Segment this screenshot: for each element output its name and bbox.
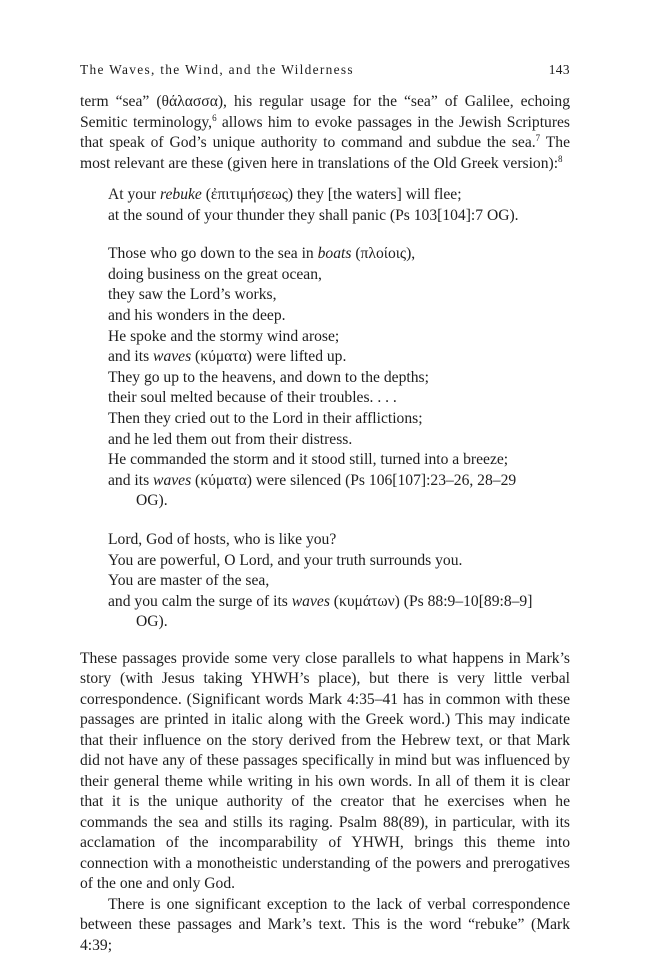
- quote-line: He commanded the storm and it stood still, turned into a breeze;: [108, 451, 509, 469]
- quote-text: (κύματα) were lifted up.: [191, 348, 347, 366]
- quote-line: they saw the Lord’s works,: [108, 286, 277, 304]
- page-number: 143: [548, 62, 570, 77]
- footnote-ref-8[interactable]: 8: [558, 153, 563, 164]
- block-quote-psalm-89: [108, 530, 570, 633]
- quote-line: at the sound of your thunder they shall panic (Ps 103[104]:7 OG).: [108, 206, 519, 224]
- block-quote-psalm-107: [108, 244, 570, 512]
- quote-line: and he led them out from their distress.: [108, 430, 353, 448]
- paragraph-rebuke: There is one significant exception to the lack of verbal correspondence between these passages and Mark’s text. This is the word “rebuke” (Mark 4:39;: [80, 895, 570, 954]
- quote-text: (κύματα) were silenced (Ps 106[107]:23–26, 28–29: [191, 471, 517, 489]
- quote-line: Lord, God of hosts, who is like you?: [108, 530, 337, 548]
- paragraph-intro: [80, 92, 570, 174]
- quote-text: (πλοίοις),: [351, 245, 416, 263]
- running-title: The Waves, the Wind, and the Wilderness: [80, 62, 354, 77]
- quote-line: [108, 185, 570, 206]
- footnote-ref-6[interactable]: 6: [212, 112, 217, 123]
- block-quote-psalm-104: [108, 185, 570, 226]
- quote-text: Those who go down to the sea in: [108, 245, 318, 263]
- quote-line: [108, 592, 570, 613]
- paragraph-analysis: These passages provide some very close parallels to what happens in Mark’s story (with Jesus taking YHWH’s place), but there is very little verbal correspondence. (Significant words Mark 4:35–41 has in common with these passages are printed in italic along with the Greek word.) This may indicate that their influence on the story derived from the Hebrew text, or that Mark did not have any of these passages specifically in mind but was influenced by their general theme while writing in his own words. In all of them it is clear that it is the unique authority of the creator that he exercises when he commands the sea and stills its raging. Psalm 88(89), in particular, with its acclamation of the incomparability of YHWH, brings this theme into connection with a monotheistic understanding of the powers and prerogatives of the one and only God.: [80, 649, 570, 893]
- italic-keyword: boats: [317, 245, 352, 263]
- italic-keyword: waves: [291, 592, 330, 610]
- paragraph-text: The most relevant are these (given here in translations of the Old Greek version):: [80, 134, 570, 172]
- quote-line: They go up to the heavens, and down to the depths;: [108, 368, 429, 386]
- quote-text: (ἐπιτιμήσεως) they [the waters] will flee;: [201, 186, 462, 203]
- quote-line: and his wonders in the deep.: [108, 306, 286, 324]
- quote-text: and its: [108, 348, 154, 366]
- quote-line: You are master of the sea,: [108, 572, 270, 590]
- footnote-ref-7[interactable]: 7: [535, 133, 541, 143]
- quote-line-continuation: OG).: [136, 492, 168, 510]
- quote-text: and its: [108, 471, 154, 489]
- quote-line: [108, 347, 570, 368]
- quote-line: their soul melted because of their troubles. . . .: [108, 389, 397, 407]
- paragraph-text: term “sea” (θάλασσα), his regular usage for the “sea” of Galilee, echoing Semitic terminology,: [80, 93, 570, 131]
- italic-keyword: waves: [153, 471, 192, 489]
- italic-keyword: waves: [153, 348, 192, 366]
- quote-line: Then they cried out to the Lord in their afflictions;: [108, 409, 423, 427]
- running-header: [80, 62, 570, 80]
- quote-text: and you calm the surge of its: [108, 592, 292, 610]
- quote-line: He spoke and the stormy wind arose;: [108, 327, 340, 345]
- quote-text: (κυμάτων) (Ps 88:9–10[89:8–9]: [329, 592, 533, 610]
- body-text: [80, 92, 570, 956]
- quote-line: doing business on the great ocean,: [108, 265, 322, 283]
- quote-line: You are powerful, O Lord, and your truth surrounds you.: [108, 551, 463, 569]
- quote-line-continuation: OG).: [136, 613, 168, 631]
- quote-text: At your: [108, 186, 160, 203]
- quote-line: [108, 244, 570, 265]
- quote-line: [108, 471, 570, 492]
- paragraph-text: allows him to evoke passages in the Jewish Scriptures that speak of God’s unique authority to command and subdue the sea.: [80, 113, 571, 151]
- italic-keyword: rebuke: [159, 186, 202, 203]
